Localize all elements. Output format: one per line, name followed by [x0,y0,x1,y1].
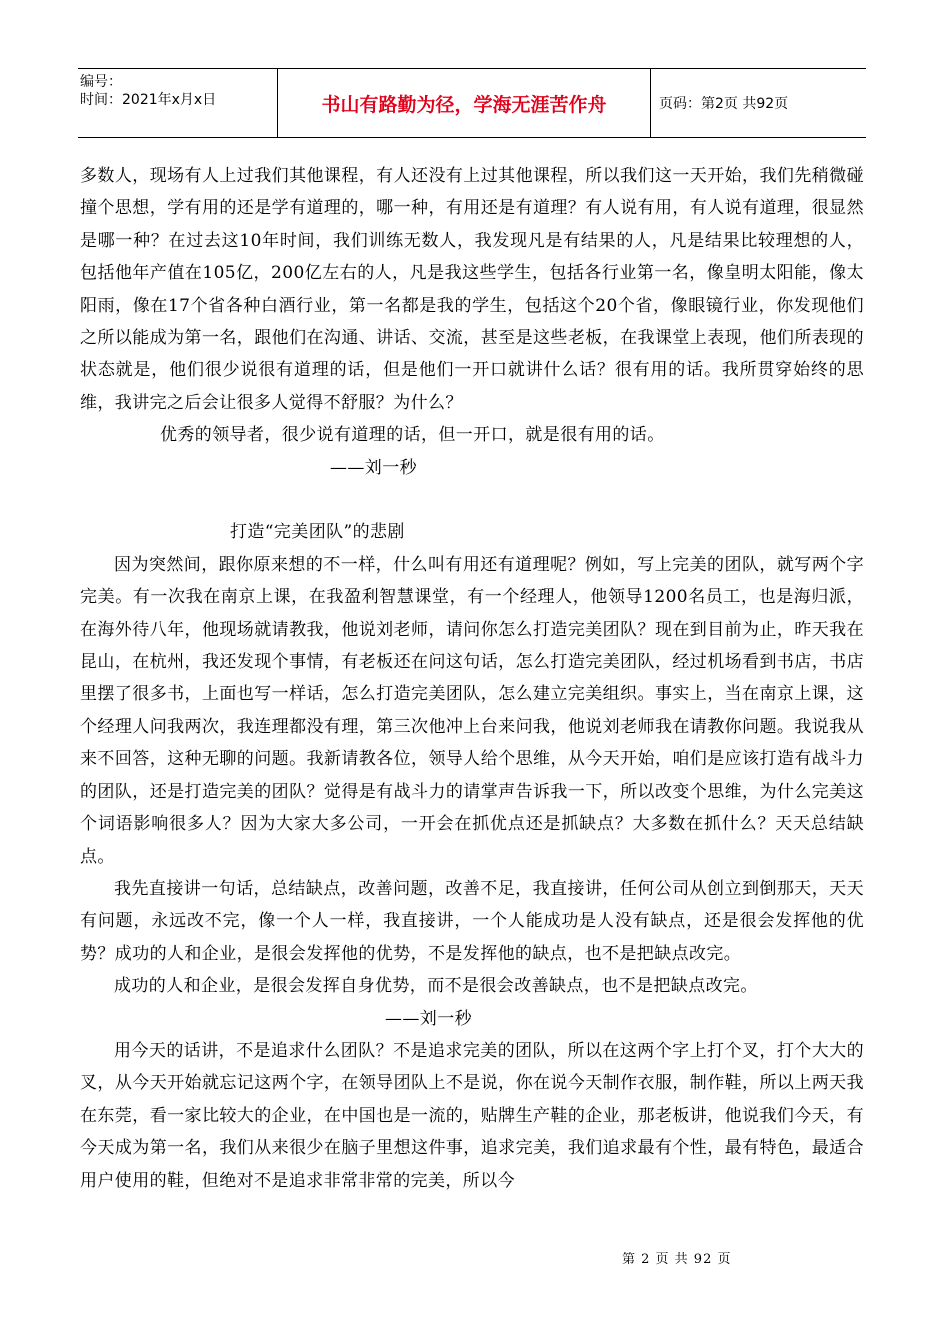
quote-2-attribution: ——刘一秒 [385,1008,472,1029]
doc-date-label: 时间：2021年x月x日 [80,92,217,108]
paragraph-2: 因为突然间，跟你原来想的不一样，什么叫有用还有道理呢？例如，写上完美的团队，就写两个字完美。有一次我在南京上课，在我盈利智慧课堂，有一个经理人，他领导1200名员工，也是海归派，在海外待八年，他现场就请教我，他说刘老师，请问你怎么打造完美团队？现在到目前为止，昨天我在昆山，在杭州，我还发现个事情，有老板还在问这句话，怎么打造完美团队，经过机场看到书店，书店里摆了很多书，上面也写一样话，怎么打造完美团队，怎么建立完美组织。事实上，当在南京上课，这个经理人问我两次，我连理都没有理，第三次他冲上台来问我，他说刘老师我在请教你问题。我说我从来不回答，这种无聊的问题。我新请教各位，领导人给个思维，从今天开始，咱们是应该打造有战斗力的团队，还是打造完美的团队？觉得是有战斗力的请掌声告诉我一下，所以改变个思维，为什么完美这个词语影响很多人？因为大家大多公司，一开会在抓优点还是抓缺点？大多数在抓什么？天天总结缺点。 [80,554,864,867]
header-page-label: 页码：第2页 共92页 [659,96,789,112]
doc-number-label: 编号： [80,74,122,90]
header-motto: 书山有路勤为径，学海无涯苦作舟 [278,69,651,137]
page-footer: 第 2 页 共 92 页 [622,1252,732,1267]
page-header [78,68,866,138]
quote-2: 成功的人和企业，是很会发挥自身优势，而不是很会改善缺点，也不是把缺点改完。 [114,976,758,997]
document-body [80,160,864,1197]
paragraph-3: 我先直接讲一句话，总结缺点，改善问题，改善不足，我直接讲，任何公司从创立到倒那天，天天有问题，永远改不完，像一个人一样，我直接讲，一个人能成功是人没有缺点，还是很会发挥他的优势？成功的人和企业，是很会发挥他的优势，不是发挥他的缺点，也不是把缺点改完。 [80,878,864,964]
paragraph-1: 多数人，现场有人上过我们其他课程，有人还没有上过其他课程，所以我们这一天开始，我们先稍微碰撞个思想，学有用的还是学有道理的，哪一种，有用还是有道理？有人说有用，有人说有道理，很显然是哪一种？在过去这10年时间，我们训练无数人，我发现凡是有结果的人，凡是结果比较理想的人，包括他年产值在105亿，200亿左右的人，凡是我这些学生，包括各行业第一名，像皇明太阳能，像太阳雨，像在17个省各种白酒行业，第一名都是我的学生，包括这个20个省，像眼镜行业，你发现他们之所以能成为第一名，跟他们在沟通、讲话、交流，甚至是这些老板，在我课堂上表现，他们所表现的状态就是，他们很少说很有道理的话，但是他们一开口就讲什么话？很有用的话。我所贯穿始终的思维，我讲完之后会让很多人觉得不舒服？为什么？ [80,166,864,413]
header-meta [78,69,278,137]
paragraph-4: 用今天的话讲，不是追求什么团队？不是追求完美的团队，所以在这两个字上打个叉，打个大大的叉，从今天开始就忘记这两个字，在领导团队上不是说，你在说今天制作衣服，制作鞋，所以上两天我在东莞，看一家比较大的企业，在中国也是一流的，贴牌生产鞋的企业，那老板讲，他说我们今天，有今天成为第一名，我们从来很少在脑子里想这件事，追求完美，我们追求最有个性，最有特色，最适合用户使用的鞋，但绝对不是追求非常非常的完美，所以今 [80,1040,864,1191]
quote-1: 优秀的领导者，很少说有道理的话，但一开口，就是很有用的话。 [160,425,665,446]
spacer [80,484,864,516]
quote-1-attribution: ——刘一秒 [330,457,417,478]
section-title: 打造“完美团队”的悲剧 [230,522,405,543]
